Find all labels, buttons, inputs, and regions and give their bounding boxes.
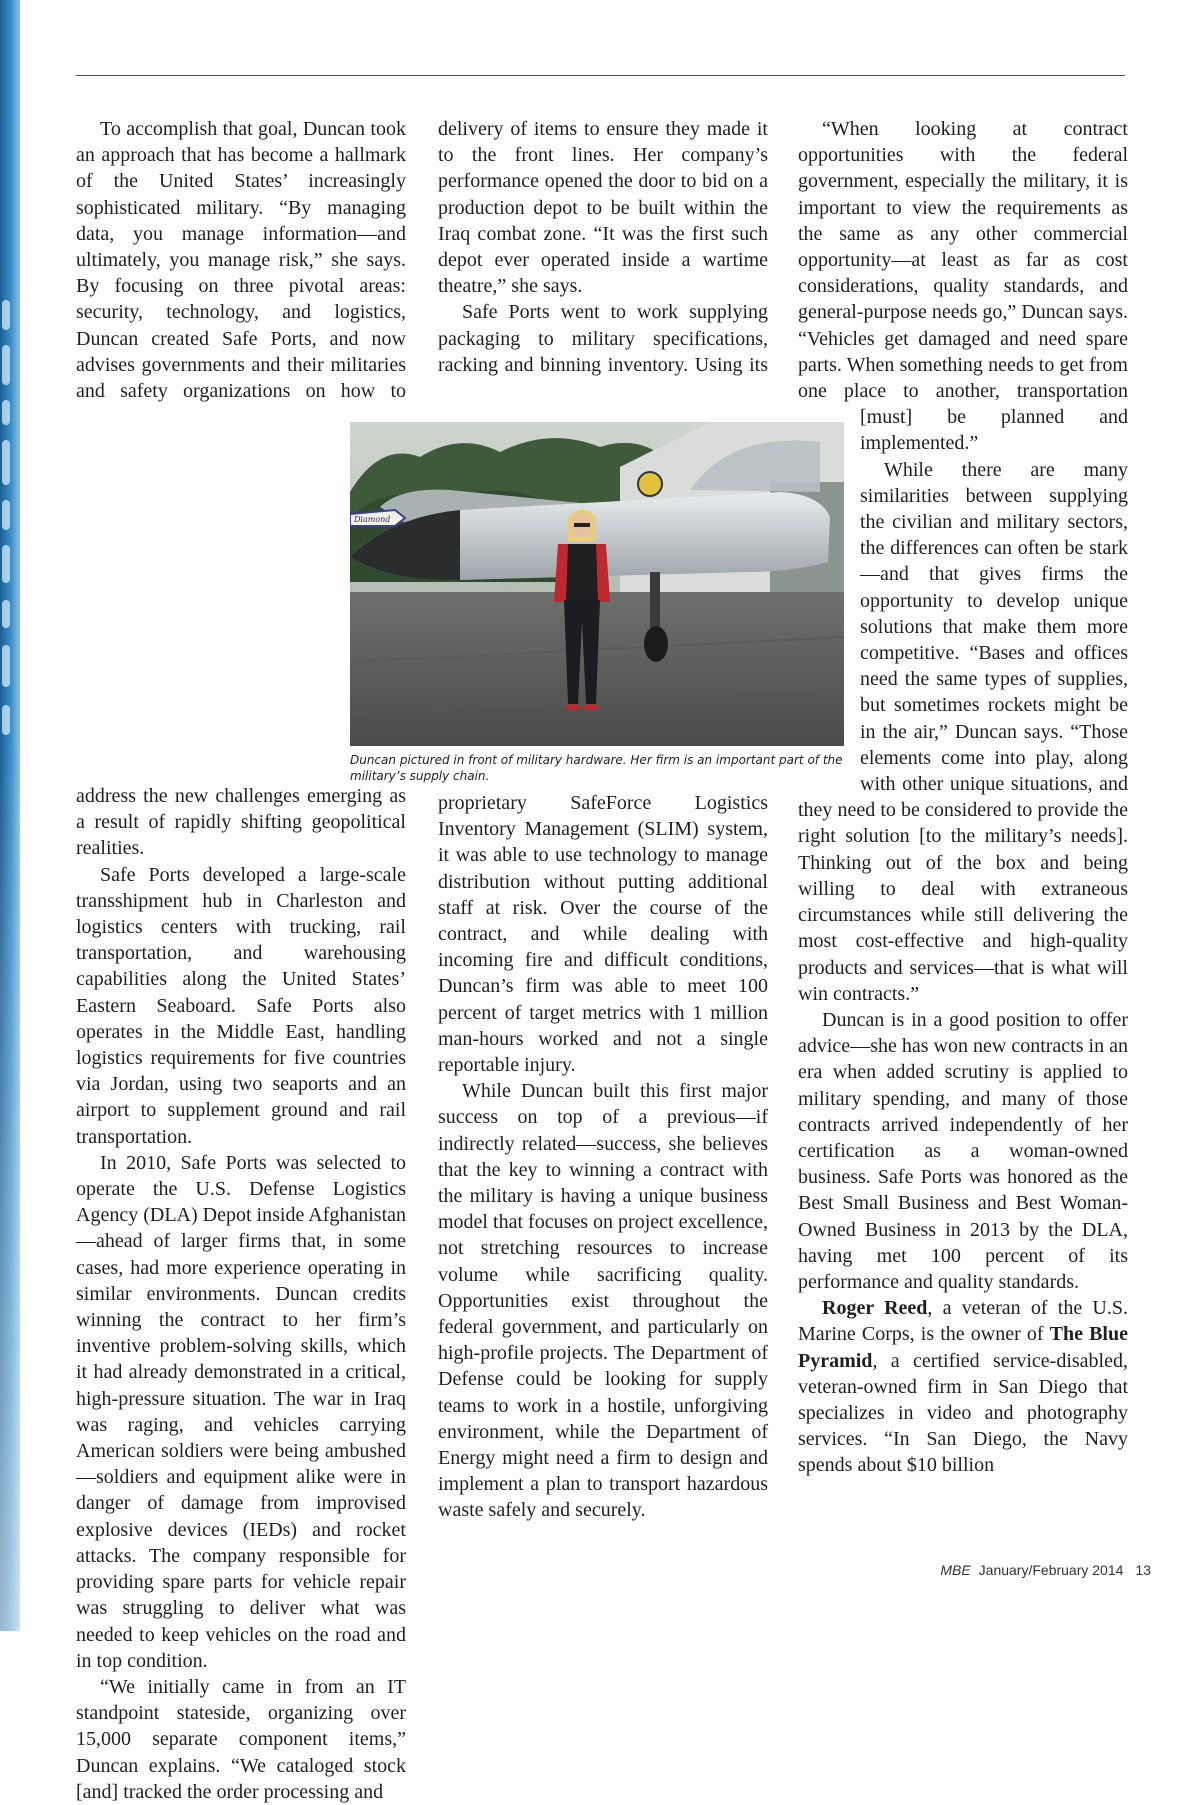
paragraph: “We initially came in from an IT standpoint stateside, organizing over 15,000 separate component items,” Duncan explains. “We cataloged stock [and] tracked the order processing and — [76, 1675, 406, 1803]
paragraph: While there are many similarities between supplying the civilian and military sectors, the differences can often be stark—and that gives firms the opportunity to develop unique solutions that make them more competitive. “Bases and offices need the same types of supplies, but sometimes rockets might be in the air,” Duncan says. “Those elements come into play, along with other unique situations, and they need to be considered to provide the right solution [to the military’s needs]. Thinking out of the box and being willing to deal with extraneous circumstances while still delivering the most cost-effective and high-quality products and services—that is what will win contracts.” — [798, 458, 1128, 1005]
article-column-3 — [798, 116, 1128, 1479]
issue-date: January/February 2014 — [978, 1562, 1124, 1578]
military-jet-photo — [350, 422, 844, 746]
paragraph: “When looking at contract opportunities with the federal government, especially the military, it is important to view the requirements as the same as any other commercial opportunity—at least as far as cost considerations, quality standards, and general-purpose needs go,” Duncan says. “Vehicles get damaged and need spare parts. When something needs to get from one place to another, transportation [must] be planned and implemented.” — [798, 118, 1128, 455]
paragraph: Duncan is in a good position to offer advice—she has won new contracts in an era when added scrutiny is applied to military spending, and many of those contracts arrived independently of her certification as a woman-owned business. Safe Ports was honored as the Best Small Business and Best Woman-Owned Business in 2013 by the DLA, having met 100 percent of its performance and quality standards. — [798, 1008, 1128, 1293]
article-column-2 — [438, 116, 768, 1524]
decorative-side-band — [0, 0, 20, 1631]
paragraph: Safe Ports went to work supplying packaging to military specifications, racking and binning inventory. Using its proprietary SafeForce Logistics Inventory Management (SLIM) system, it was able to use technology to manage distribution without putting additional staff at risk. Over the course of the contract, and while dealing with incoming fire and difficult conditions, Duncan’s firm was able to meet 100 percent of target metrics with 1 million man-hours worked and not a single reportable injury. — [438, 301, 768, 1077]
person-name: Roger Reed — [822, 1297, 928, 1320]
paragraph: delivery of items to ensure they made it to the front lines. Her company’s performance opened the door to bid on a production depot to be built within the Iraq combat zone. “It was the first such depot ever operated inside a wartime theatre,” she says. — [438, 118, 768, 298]
header-rule — [76, 75, 1125, 76]
magazine-name: MBE — [940, 1562, 971, 1578]
paragraph: Safe Ports developed a large-scale transshipment hub in Charleston and logistics centers with trucking, rail transportation, and warehousing capabilities along the United States’ Eastern Seaboard. Safe Ports also operates in the Middle East, handling logistics requirements for five countries via Jordan, using two seaports and an airport to supplement ground and rail transportation. — [76, 863, 406, 1148]
firm-name: The Blue Pyramid — [798, 1323, 1128, 1372]
photo-caption: Duncan pictured in front of military hardware. Her firm is an important part of the military’s supply chain. — [350, 753, 843, 783]
paragraph: To accomplish that goal, Duncan took an approach that has become a hallmark of the United States’ increasingly sophisticated military. “By managing data, you manage information—and ultimately, you manage risk,” she says. By focusing on three pivotal areas: security, technology, and logistics, Duncan created Safe Ports, and now advises governments and their militaries and safety organizations on how to address the new challenges emerging as a result of rapidly shifting geopolitical realities. — [76, 118, 406, 860]
page-footer — [921, 1562, 1151, 1578]
page-number: 13 — [1135, 1562, 1151, 1578]
article-column-1 — [76, 116, 406, 1805]
paragraph: Roger Reed, a veteran of the U.S. Marine Corps, is the owner of The Blue Pyramid, a certified service-disabled, veteran-owned firm in San Diego that specializes in video and photography services. “In San Diego, the Navy spends about $10 billion — [798, 1297, 1129, 1477]
paragraph: While Duncan built this first major success on top of a previous—if indirectly related—success, she believes that the key to winning a contract with the military is having a unique business model that focuses on project excellence, not stretching resources to increase volume while sacrificing quality. Opportunities exist throughout the federal government, and particularly on high-profile projects. The Department of Defense could be looking for supply teams to work in a hostile, unforgiving environment, while the Department of Energy might need a firm to design and implement a plan to transport hazardous waste safely and securely. — [438, 1080, 768, 1522]
paragraph: In 2010, Safe Ports was selected to operate the U.S. Defense Logistics Agency (DLA) Depot inside Afghanistan—ahead of larger firms that, in some cases, had more experience operating in similar environments. Duncan credits winning the contract to her firm’s inventive problem-solving skills, which it had already demonstrated in a critical, high-pressure situation. The war in Iraq was raging, and vehicles carrying American soldiers were being ambushed—soldiers and equipment alike were in danger of damage from improvised explosive devices (IEDs) and rocket attacks. The company responsible for providing spare parts for vehicle repair was struggling to deliver what was needed to keep vehicles on the road and in top condition. — [76, 1151, 406, 1672]
article-photo — [350, 422, 844, 746]
nose-label: Diamond — [354, 515, 391, 524]
